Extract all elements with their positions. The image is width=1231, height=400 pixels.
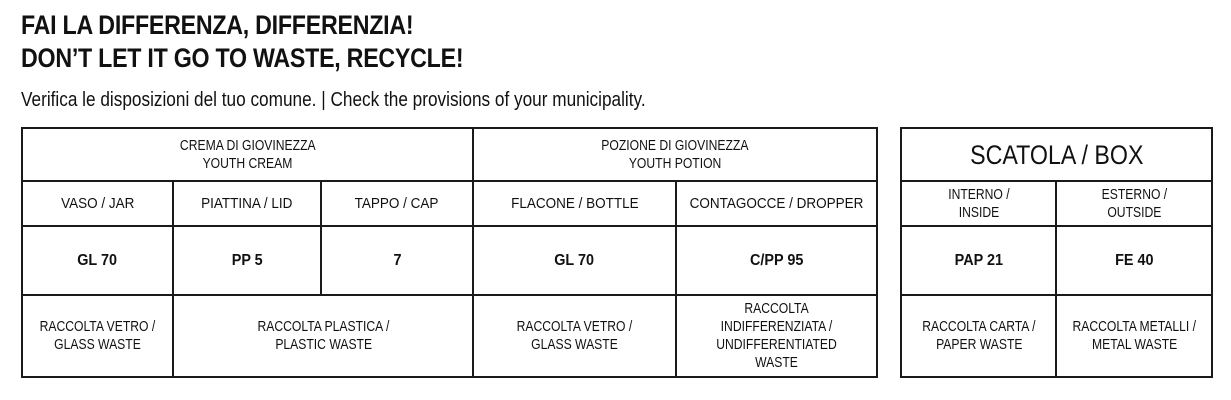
inside-code-cell [901,226,1056,295]
metal-waste-en: METAL WASTE [1091,336,1177,353]
potion-title-en: YOUTH POTION [628,154,722,172]
bottle-code-cell [473,226,676,295]
potion-glass-waste-en: GLASS WASTE [531,336,618,353]
jar-label-cell [22,181,173,226]
potion-undiff-waste-cell [676,295,877,377]
cap-label: TAPPO / CAP [355,194,439,212]
outside-code: FE 40 [1114,251,1154,269]
recycling-table-products [21,127,878,378]
cream-glass-waste-en: GLASS WASTE [54,336,141,353]
dropper-label: CONTAGOCCE / DROPPER [689,194,864,212]
heading-line-1: FAI LA DIFFERENZA, DIFFERENZIA! [21,10,414,40]
cream-plastic-waste-it: RACCOLTA PLASTICA / [257,318,389,335]
outside-label-it: ESTERNO / [1101,185,1167,203]
lid-label-cell [173,181,321,226]
lid-code-cell [173,226,321,295]
lid-code: PP 5 [231,251,263,269]
metal-waste-it: RACCOLTA METALLI / [1072,318,1196,335]
inside-label-en: INSIDE [958,203,999,221]
inside-label-cell [901,181,1056,226]
paper-waste-it: RACCOLTA CARTA / [921,318,1036,335]
outside-label-cell [1056,181,1212,226]
potion-title-it: POZIONE DI GIOVINEZZA [601,136,749,154]
paper-waste-cell [901,295,1056,377]
subtitle: Verifica le disposizioni del tuo comune. | Check the provisions of your municipality. [21,89,646,111]
cap-label-cell [321,181,473,226]
metal-waste-cell [1056,295,1212,377]
jar-code: GL 70 [77,251,118,269]
cream-title-it: CREMA DI GIOVINEZZA [179,136,316,154]
potion-undiff-waste-it: RACCOLTA INDIFFERENZIATA / [720,300,833,335]
inside-label-it: INTERNO / [947,185,1010,203]
cream-plastic-waste-en: PLASTIC WASTE [274,336,372,353]
box-title: SCATOLA / BOX [969,139,1144,170]
recycling-table-box [900,127,1213,378]
potion-glass-waste-cell [473,295,676,377]
outside-label-en: OUTSIDE [1106,203,1162,221]
inside-code: PAP 21 [954,251,1003,269]
bottle-label-cell [473,181,676,226]
bottle-code: GL 70 [554,251,595,269]
lid-label: PIATTINA / LID [201,194,293,212]
dropper-code-cell [676,226,877,295]
dropper-code: C/PP 95 [749,251,804,269]
cap-code-cell [321,226,473,295]
dropper-label-cell [676,181,877,226]
paper-waste-en: PAPER WASTE [935,336,1022,353]
cream-glass-waste-cell [22,295,173,377]
cream-header [22,128,473,181]
jar-code-cell [22,226,173,295]
heading-line-2: DON’T LET IT GO TO WASTE, RECYCLE! [21,43,464,73]
cream-title-en: YOUTH CREAM [202,154,293,172]
outside-code-cell [1056,226,1212,295]
potion-glass-waste-it: RACCOLTA VETRO / [516,318,633,335]
potion-undiff-waste-en: UNDIFFERENTIATED WASTE [716,336,837,371]
cream-plastic-waste-cell [173,295,473,377]
cream-glass-waste-it: RACCOLTA VETRO / [39,318,156,335]
potion-header [473,128,877,181]
box-header [901,128,1212,181]
cap-code: 7 [393,251,402,269]
bottle-label: FLACONE / BOTTLE [510,194,639,212]
jar-label: VASO / JAR [60,194,135,212]
